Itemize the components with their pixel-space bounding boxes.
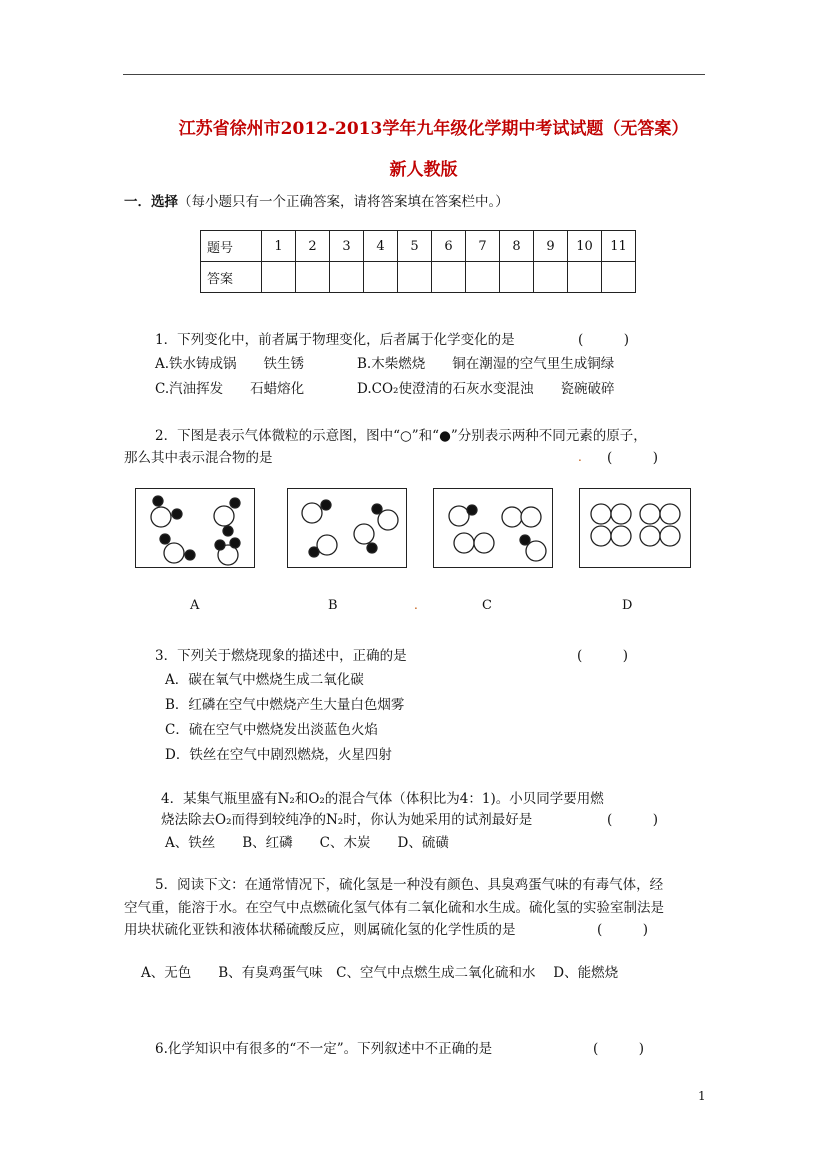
particle-diagram-a-svg	[136, 489, 254, 567]
answer-cell[interactable]	[364, 262, 398, 293]
white-atom	[611, 504, 631, 524]
black-atom	[467, 505, 477, 515]
white-atom	[660, 526, 680, 546]
white-atom	[378, 510, 398, 530]
black-atom	[520, 535, 530, 545]
q5-options: A、无色 B、有臭鸡蛋气味 C、空气中点燃生成二氧化硫和水 D、能燃烧	[141, 965, 619, 981]
answer-table-number: 9	[534, 231, 568, 262]
answer-cell[interactable]	[432, 262, 466, 293]
answer-table-number: 1	[262, 231, 296, 262]
q3-option-c: C．硫在空气中燃烧发出淡蓝色火焰	[165, 722, 378, 738]
particle-diagram-c	[433, 488, 553, 568]
answer-cell[interactable]	[330, 262, 364, 293]
white-atom	[454, 533, 474, 553]
q6-answer-paren: ( )	[593, 1041, 645, 1057]
section-title: 一．选择	[124, 194, 178, 210]
black-atom	[309, 547, 319, 557]
white-atom	[214, 506, 234, 526]
answer-cell[interactable]	[398, 262, 432, 293]
q4-answer-paren: ( )	[607, 812, 659, 828]
white-atom	[611, 526, 631, 546]
white-atom	[502, 507, 522, 527]
black-atom	[230, 538, 240, 548]
white-atom	[640, 504, 660, 524]
black-atom	[321, 500, 331, 510]
section-instruction: （每小题只有一个正确答案，请将答案填在答案栏中。）	[178, 194, 509, 210]
answer-table-number: 8	[500, 231, 534, 262]
q2-answer-paren: ( )	[607, 450, 659, 466]
q3-stem: 3．下列关于燃烧现象的描述中，正确的是	[155, 648, 407, 664]
q5-stem-line1: 5．阅读下文：在通常情况下，硫化氢是一种没有颜色、具臭鸡蛋气味的有毒气体，经	[155, 877, 664, 893]
answer-table-number: 10	[568, 231, 602, 262]
answer-table-number: 4	[364, 231, 398, 262]
answer-cell[interactable]	[568, 262, 602, 293]
black-atom	[367, 543, 377, 553]
stray-dot-mark: .	[414, 598, 418, 612]
stray-dot-mark: .	[578, 450, 582, 464]
answer-table	[200, 230, 636, 293]
q1-option-c: C.汽油挥发 石蜡熔化	[155, 381, 305, 397]
answer-table-number: 6	[432, 231, 466, 262]
black-atom	[372, 504, 382, 514]
q1-answer-paren: ( )	[578, 332, 630, 348]
q5-stem-line2: 空气重，能溶于水。在空气中点燃硫化氢气体有二氧化硫和水生成。硫化氢的实验室制法是	[124, 900, 664, 916]
black-atom	[160, 534, 170, 544]
answer-cell[interactable]	[500, 262, 534, 293]
white-atom	[640, 526, 660, 546]
white-atom	[164, 543, 184, 563]
answer-cell[interactable]	[602, 262, 636, 293]
white-atom	[302, 503, 322, 523]
q1-option-b: B.木柴燃烧 铜在潮湿的空气里生成铜绿	[357, 356, 615, 372]
particle-diagram-b-svg	[288, 489, 406, 567]
q5-answer-paren: ( )	[597, 922, 649, 938]
white-atom	[474, 533, 494, 553]
white-atom	[449, 506, 469, 526]
q2-stem-line1: 2．下图是表示气体微粒的示意图，图中“○”和“●”分别表示两种不同元素的原子，	[155, 428, 647, 444]
particle-diagram-d-svg	[580, 489, 690, 567]
answer-table-number: 3	[330, 231, 364, 262]
black-atom	[223, 526, 233, 536]
q1-stem: 1．下列变化中，前者属于物理变化，后者属于化学变化的是	[155, 332, 515, 348]
white-atom	[354, 524, 374, 544]
white-atom	[660, 504, 680, 524]
q3-answer-paren: ( )	[577, 648, 629, 664]
particle-diagram-a	[135, 488, 255, 568]
black-atom	[230, 498, 240, 508]
q4-options: A、铁丝 B、红磷 C、木炭 D、硫磺	[165, 835, 449, 851]
black-atom	[172, 509, 182, 519]
answer-cell[interactable]	[296, 262, 330, 293]
q1-option-a: A.铁水铸成锅 铁生锈	[155, 356, 305, 372]
page-subtitle: 新人教版	[389, 160, 458, 180]
black-atom	[153, 496, 163, 506]
diagram-label-c: C	[482, 598, 492, 613]
answer-table-number: 2	[296, 231, 330, 262]
black-atom	[185, 550, 195, 560]
q4-stem-line2: 烧法除去O₂而得到较纯净的N₂时，你认为她采用的试剂最好是	[161, 812, 533, 828]
answer-cell[interactable]	[466, 262, 500, 293]
diagram-label-a: A	[190, 598, 200, 613]
answer-cell[interactable]	[534, 262, 568, 293]
diagram-label-d: D	[622, 598, 633, 613]
header-rule	[123, 74, 705, 75]
answer-table-number: 7	[466, 231, 500, 262]
page-number: 1	[698, 1089, 706, 1103]
white-atom	[521, 507, 541, 527]
q3-option-a: A．碳在氧气中燃烧生成二氧化碳	[165, 672, 364, 688]
q2-stem-line2: 那么其中表示混合物的是	[124, 450, 273, 466]
answer-table-answer-row	[201, 262, 636, 293]
diagram-label-b: B	[328, 598, 338, 613]
answer-table-number: 5	[398, 231, 432, 262]
q3-option-d: D．铁丝在空气中剧烈燃烧，火星四射	[165, 747, 392, 763]
q4-stem-line1: 4．某集气瓶里盛有N₂和O₂的混合气体（体积比为4：1)。小贝同学要用燃	[161, 791, 604, 807]
answer-table-number: 11	[602, 231, 636, 262]
answer-table-number-label: 题号	[201, 231, 262, 262]
q1-option-d: D.CO₂使澄清的石灰水变混浊 瓷碗破碎	[357, 381, 615, 397]
particle-diagram-b	[287, 488, 407, 568]
white-atom	[591, 504, 611, 524]
answer-table-header-row	[201, 231, 636, 262]
page-title: 江苏省徐州市2012-2013学年九年级化学期中考试试题（无答案）	[178, 119, 689, 139]
particle-diagram-d	[579, 488, 691, 568]
white-atom	[526, 541, 546, 561]
answer-cell[interactable]	[262, 262, 296, 293]
particle-diagram-c-svg	[434, 489, 552, 567]
q6-stem: 6.化学知识中有很多的“不一定”。下列叙述中不正确的是	[155, 1041, 493, 1057]
white-atom	[317, 535, 337, 555]
white-atom	[151, 507, 171, 527]
q5-stem-line3: 用块状硫化亚铁和液体状稀硫酸反应，则属硫化氢的化学性质的是	[124, 922, 516, 938]
black-atom	[215, 540, 225, 550]
q3-option-b: B．红磷在空气中燃烧产生大量白色烟雾	[165, 697, 405, 713]
white-atom	[591, 526, 611, 546]
section-heading	[124, 190, 509, 210]
answer-table-answer-label: 答案	[201, 262, 262, 293]
